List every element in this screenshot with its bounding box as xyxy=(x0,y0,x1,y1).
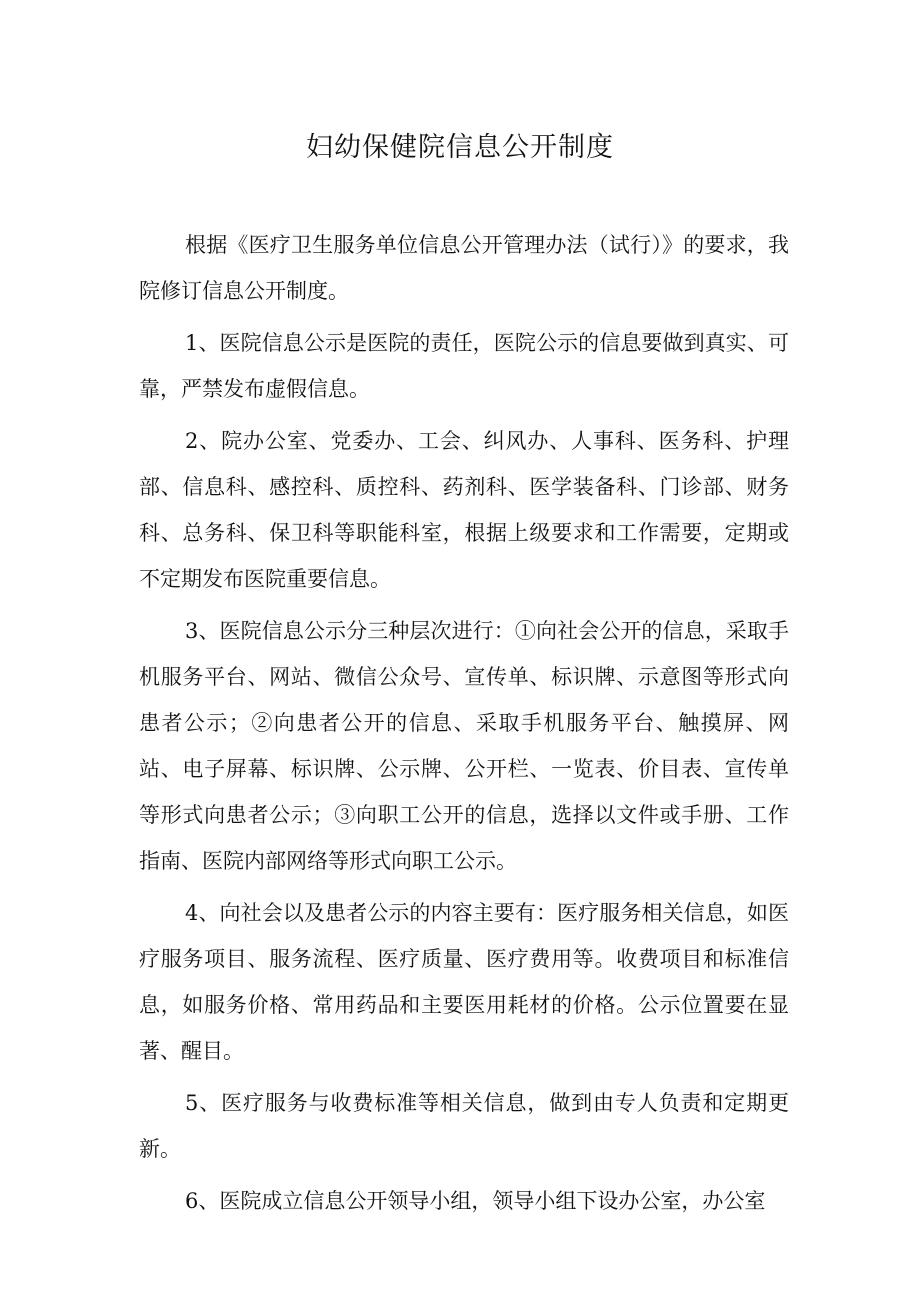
paragraph-4: 4、向社会以及患者公示的内容主要有：医疗服务相关信息，如医疗服务项目、服务流程、医疗质量、医疗费用等。收费项目和标准信息，如服务价格、常用药品和主要医用耗材的价格。公示位置要在显著、醒目。 xyxy=(139,901,789,1063)
paragraph-5: 5、医疗服务与收费标准等相关信息，做到由专人负责和定期更新。 xyxy=(139,1091,789,1161)
paragraph-1: 1、医院信息公示是医院的责任，医院公示的信息要做到真实、可靠，严禁发布虚假信息。 xyxy=(139,331,789,401)
paragraph-3: 3、医院信息公示分三种层次进行：①向社会公开的信息，采取手机服务平台、网站、微信公众号、宣传单、标识牌、示意图等形式向患者公示；②向患者公开的信息、采取手机服务平台、触摸屏、网站、电子屏幕、标识牌、公示牌、公开栏、一览表、价目表、宣传单等形式向患者公示；③向职工公开的信息，选择以文件或手册、工作指南、医院内部网络等形式向职工公示。 xyxy=(139,619,789,873)
document-title: 妇幼保健院信息公开制度 xyxy=(306,132,614,163)
paragraph-6: 6、医院成立信息公开领导小组，领导小组下设办公室，办公室 xyxy=(185,1189,766,1213)
document-body xyxy=(139,222,789,1230)
paragraph-intro: 根据《医疗卫生服务单位信息公开管理办法（试行）》的要求，我院修订信息公开制度。 xyxy=(139,233,789,303)
paragraph-2: 2、院办公室、党委办、工会、纠风办、人事科、医务科、护理部、信息科、感控科、质控科、药剂科、医学装备科、门诊部、财务科、总务科、保卫科等职能科室，根据上级要求和工作需要，定期或不定期发布医院重要信息。 xyxy=(139,429,789,591)
